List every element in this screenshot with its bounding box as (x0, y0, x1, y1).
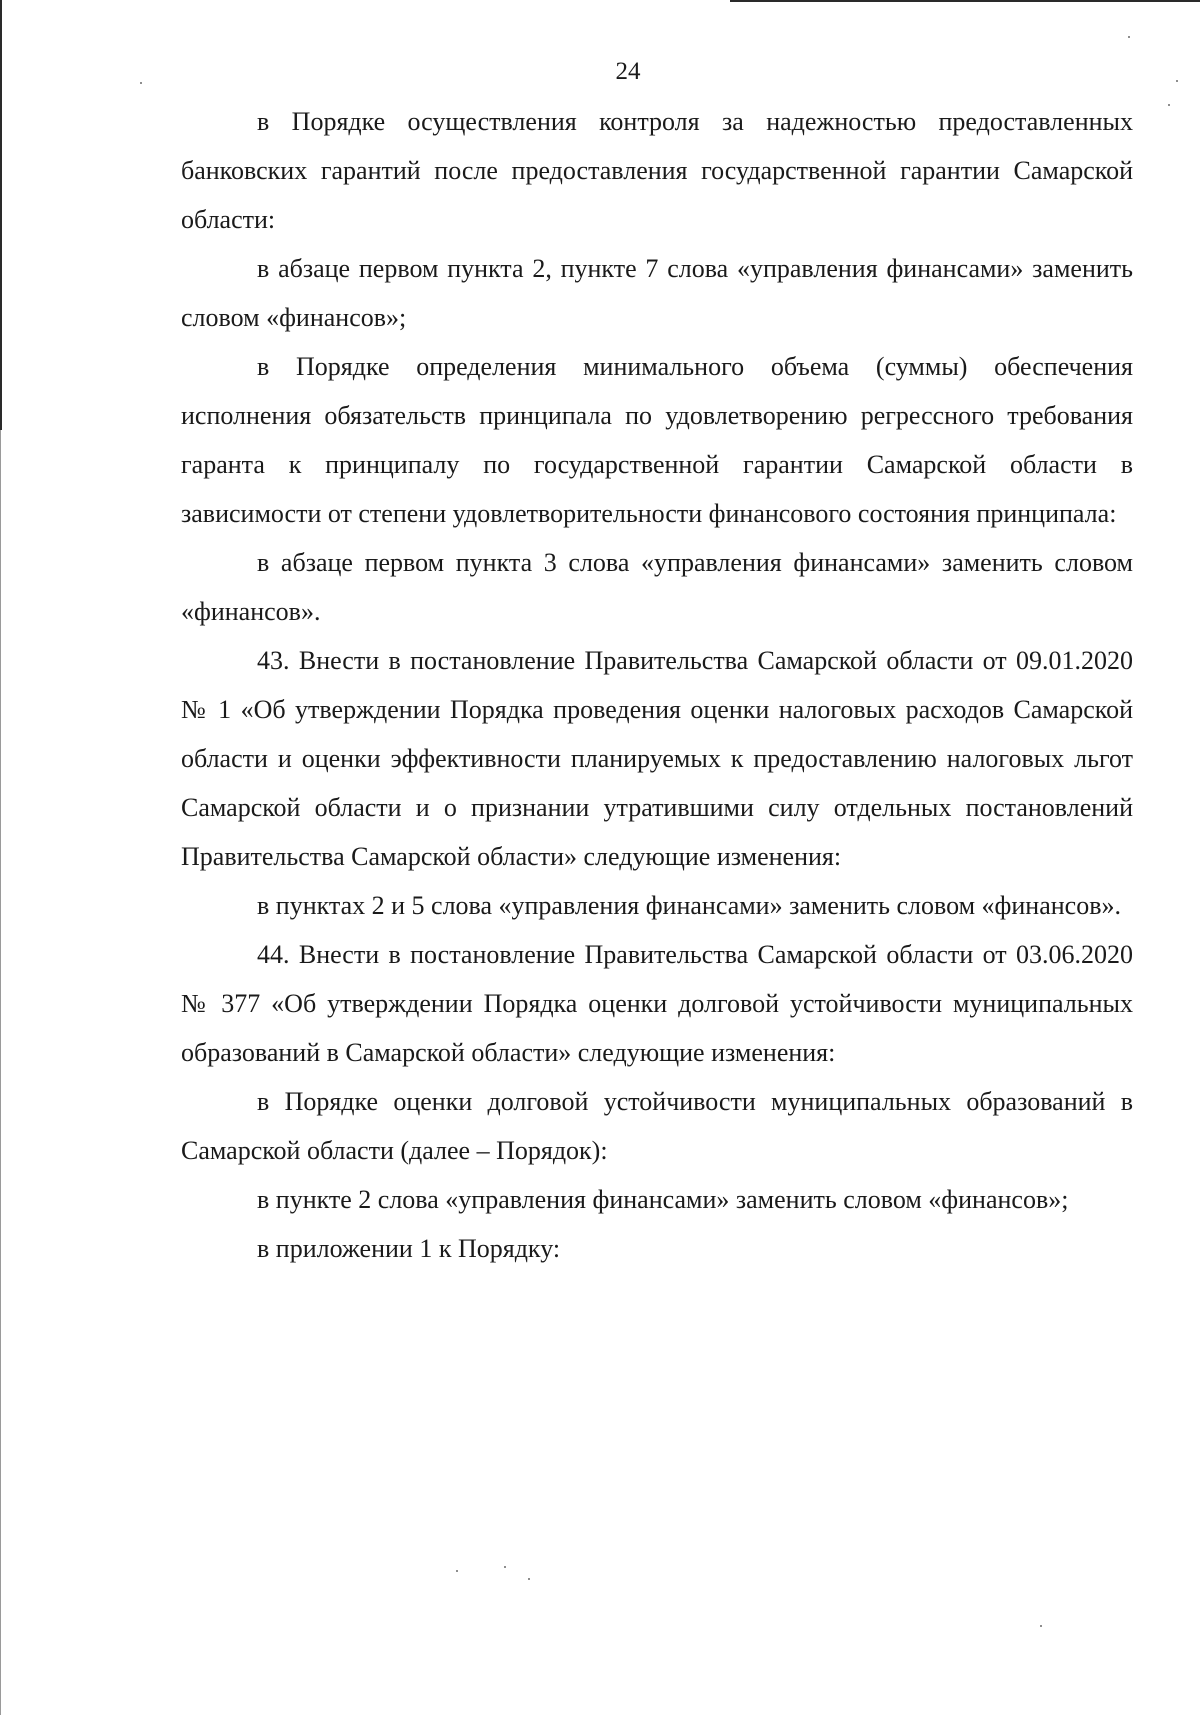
paragraph: 43. Внести в постановление Правительства Самарской области от 09.01.2020 № 1 «Об утверждении Порядка проведения оценки налоговых расходов Самарской области и оценки эффективности планируемых к предоставлению налоговых льгот Самарской области и о признании утратившими силу отдельных постановлений Правительства Самарской области» следующие изменения: (181, 646, 1133, 871)
scan-top-edge (730, 0, 1200, 2)
paragraph: в Порядке осуществления контроля за надежностью предоставленных банковских гарантий после предоставления государственной гарантии Самарской области: (181, 107, 1133, 234)
document-body (181, 97, 1133, 1273)
scan-edge-shadow (0, 0, 2, 430)
paragraph: в абзаце первом пункта 3 слова «управления финансами» заменить словом «финансов». (181, 548, 1133, 626)
paragraph: в пункте 2 слова «управления финансами» заменить словом «финансов»; (257, 1185, 1069, 1214)
paragraph: 44. Внести в постановление Правительства Самарской области от 03.06.2020 № 377 «Об утверждении Порядка оценки долговой устойчивости муниципальных образований в Самарской области» следующие изменения: (181, 940, 1133, 1067)
paragraph: в приложении 1 к Порядку: (257, 1234, 561, 1263)
paragraph: в Порядке оценки долговой устойчивости муниципальных образований в Самарской области (далее – Порядок): (181, 1087, 1133, 1165)
page-number: 24 (615, 58, 641, 85)
paragraph: в Порядке определения минимального объема (суммы) обеспечения исполнения обязательств принципала по удовлетворению регрессного требования гаранта к принципалу по государственной гарантии Самарской области в зависимости от степени удовлетворительности финансового состояния принципала: (181, 352, 1133, 528)
scan-speck (528, 1578, 530, 1580)
paragraph: в абзаце первом пункта 2, пункте 7 слова «управления финансами» заменить словом «финансов»; (181, 254, 1133, 332)
scan-speck (504, 1566, 506, 1568)
scan-speck (1040, 1625, 1042, 1627)
scan-speck (1128, 36, 1130, 38)
scan-speck (1168, 104, 1170, 106)
paragraph: в пунктах 2 и 5 слова «управления финансами» заменить словом «финансов». (257, 891, 1121, 920)
scan-speck (456, 1570, 458, 1572)
